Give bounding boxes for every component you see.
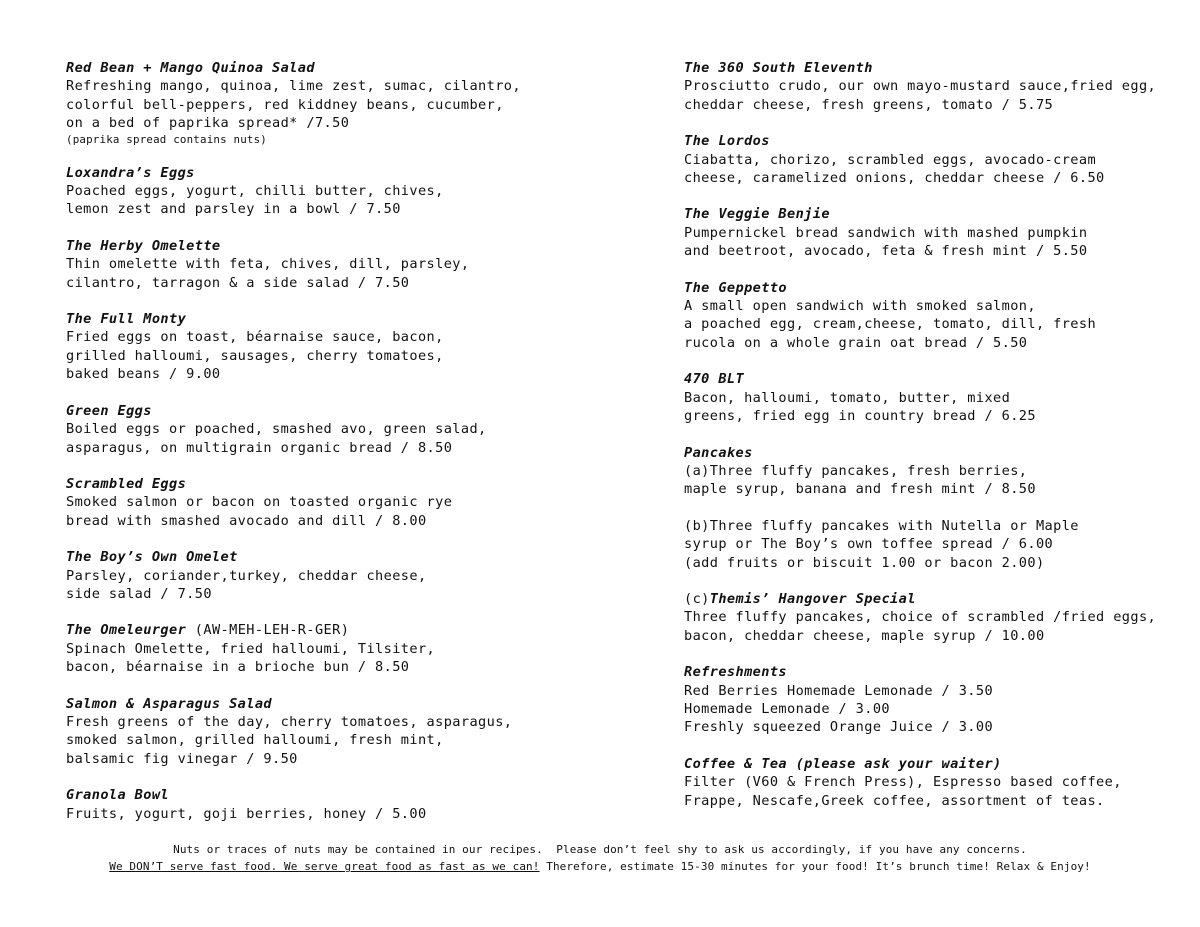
- menu-item-title: [684, 279, 1184, 297]
- menu-item-coffee-tea-please-ask-your-waiter: [684, 755, 1184, 810]
- menu-item-name: The Veggie Benjie: [684, 206, 830, 223]
- menu-item-title: [684, 444, 1184, 462]
- menu-item-title: [684, 132, 1184, 150]
- menu-item-470-blt: [684, 370, 1184, 425]
- menu-left-column: [66, 59, 646, 841]
- menu-item-description-line: baked beans / 9.00: [66, 366, 221, 383]
- menu-item-name: Salmon & Asparagus Salad: [66, 695, 273, 712]
- menu-item-the-boys-own-omelet: [66, 548, 646, 603]
- menu-item-description-line: Refreshing mango, quinoa, lime zest, sumac, cilantro,: [66, 78, 521, 95]
- menu-item-title: [66, 402, 646, 420]
- menu-item-title: [66, 475, 646, 493]
- menu-item-name: Green Eggs: [66, 402, 152, 419]
- menu-item-refreshments: [684, 663, 1184, 737]
- menu-item-description-line: Poached eggs, yogurt, chilli butter, chives,: [66, 183, 444, 200]
- menu-item-title: [684, 663, 1184, 681]
- menu-item-description-line: Smoked salmon or bacon on toasted organic rye: [66, 494, 453, 511]
- menu-item-pancakes: [684, 444, 1184, 646]
- menu-item-description-line: syrup or The Boy’s own toffee spread / 6.00: [684, 536, 1054, 553]
- menu-item-name: Scrambled Eggs: [66, 475, 187, 492]
- menu-item-title: [684, 205, 1184, 223]
- menu-item-title: [684, 59, 1184, 77]
- menu-item-spacer: [684, 572, 1184, 590]
- menu-item-description-line: maple syrup, banana and fresh mint / 8.50: [684, 481, 1036, 498]
- menu-item-the-veggie-benjie: [684, 205, 1184, 260]
- menu-item-red-bean-mango-quinoa-salad: [66, 59, 646, 146]
- menu-item-option-name: Themis’ Hangover Special: [709, 590, 916, 607]
- menu-item-description-line: greens, fried egg in country bread / 6.25: [684, 408, 1036, 425]
- menu-item-description-line: balsamic fig vinegar / 9.50: [66, 750, 298, 767]
- menu-item-description-line: bacon, béarnaise in a brioche bun / 8.50: [66, 659, 410, 676]
- menu-item-title: [684, 755, 1184, 773]
- footer-wait-time-note: Therefore, estimate 15-30 minutes for your food! It’s brunch time! Relax & Enjoy!: [539, 860, 1091, 873]
- menu-item-description-line: Parsley, coriander,turkey, cheddar cheese,: [66, 567, 427, 584]
- menu-item-description-line: (a)Three fluffy pancakes, fresh berries,: [684, 462, 1028, 479]
- menu-item-name: Coffee & Tea (please ask your waiter): [684, 755, 1002, 772]
- menu-item-spacer: [684, 499, 1184, 517]
- menu-item-title: [66, 310, 646, 328]
- menu-item-name: The Full Monty: [66, 311, 187, 328]
- menu-item-description-line: a poached egg, cream,cheese, tomato, dill, fresh: [684, 316, 1097, 333]
- menu-item-name: Pancakes: [684, 444, 753, 461]
- menu-item-description-line: Pumpernickel bread sandwich with mashed pumpkin: [684, 224, 1088, 241]
- menu-item-description-line: Spinach Omelette, fried halloumi, Tilsiter,: [66, 640, 436, 657]
- footer-service-notice: [0, 858, 1200, 875]
- menu-item-description-line: Red Berries Homemade Lemonade / 3.50: [684, 682, 994, 699]
- menu-item-title: [66, 59, 646, 77]
- menu-item-name: The Geppetto: [684, 279, 788, 296]
- menu-item-description-line: Homemade Lemonade / 3.00: [684, 700, 891, 717]
- menu-item-description-line: Filter (V60 & French Press), Espresso based coffee,: [684, 774, 1122, 791]
- menu-item-title: [66, 695, 646, 713]
- menu-item-description-line: Three fluffy pancakes, choice of scrambled /fried eggs,: [684, 609, 1157, 626]
- footer-fast-food-tagline: We DON’T serve fast food. We serve great food as fast as we can!: [109, 860, 540, 873]
- menu-item-name: Loxandra’s Eggs: [66, 164, 195, 181]
- menu-item-pronunciation: (AW-MEH-LEH-R-GER): [186, 622, 350, 639]
- menu-item-description-line: cheese, caramelized onions, cheddar cheese / 6.50: [684, 170, 1105, 187]
- menu-item-name: Granola Bowl: [66, 787, 170, 804]
- menu-item-the-full-monty: [66, 310, 646, 384]
- menu-item-name: The Boy’s Own Omelet: [66, 549, 238, 566]
- menu-item-description-line: Boiled eggs or poached, smashed avo, green salad,: [66, 421, 487, 438]
- menu-item-description-line: Fried eggs on toast, béarnaise sauce, bacon,: [66, 329, 444, 346]
- menu-item-description-line: lemon zest and parsley in a bowl / 7.50: [66, 201, 401, 218]
- menu-item-name: 470 BLT: [684, 371, 745, 388]
- menu-right-column: [684, 59, 1184, 828]
- menu-item-the-360-south-eleventh: [684, 59, 1184, 114]
- menu-item-description-line: bread with smashed avocado and dill / 8.00: [66, 512, 427, 529]
- menu-item-description-line: Freshly squeezed Orange Juice / 3.00: [684, 719, 994, 736]
- menu-item-name: The 360 South Eleventh: [684, 60, 873, 76]
- menu-item-green-eggs: [66, 402, 646, 457]
- menu-item-description-line: [684, 590, 1184, 608]
- menu-item-title: [684, 370, 1184, 388]
- menu-item-loxandras-eggs: [66, 164, 646, 219]
- menu-item-title: [66, 237, 646, 255]
- menu-item-title: [66, 164, 646, 182]
- menu-item-scrambled-eggs: [66, 475, 646, 530]
- menu-item-description-line: Thin omelette with feta, chives, dill, parsley,: [66, 256, 470, 273]
- menu-item-the-herby-omelette: [66, 237, 646, 292]
- menu-item-description-line: asparagus, on multigrain organic bread / 8.50: [66, 439, 453, 456]
- menu-item-description-line: Bacon, halloumi, tomato, butter, mixed: [684, 389, 1011, 406]
- menu-item-description-line: Frappe, Nescafe,Greek coffee, assortment of teas.: [684, 792, 1105, 809]
- menu-item-description-line: A small open sandwich with smoked salmon,: [684, 298, 1036, 315]
- menu-item-description-line: on a bed of paprika spread* /7.50: [66, 115, 350, 132]
- menu-item-description-line: (b)Three fluffy pancakes with Nutella or Maple: [684, 517, 1079, 534]
- menu-item-title: [66, 548, 646, 566]
- menu-item-name: The Lordos: [684, 133, 770, 150]
- menu-item-the-geppetto: [684, 279, 1184, 353]
- menu-item-description-line: bacon, cheddar cheese, maple syrup / 10.00: [684, 627, 1045, 644]
- menu-item-description-line: smoked salmon, grilled halloumi, fresh mint,: [66, 732, 444, 749]
- menu-item-name: The Herby Omelette: [66, 237, 221, 254]
- menu-item-description-line: Fruits, yogurt, goji berries, honey / 5.00: [66, 805, 427, 822]
- menu-item-description-line: grilled halloumi, sausages, cherry tomatoes,: [66, 347, 444, 364]
- menu-item-title: [66, 621, 646, 639]
- menu-item-description-line: (add fruits or biscuit 1.00 or bacon 2.00): [684, 554, 1045, 571]
- menu-item-allergen-note: (paprika spread contains nuts): [66, 132, 268, 146]
- menu-item-title: [66, 786, 646, 804]
- menu-item-description-line: Ciabatta, chorizo, scrambled eggs, avocado-cream: [684, 151, 1097, 168]
- menu-item-name: The Omeleurger: [66, 622, 187, 639]
- menu-footer: [0, 841, 1200, 875]
- menu-item-salmon-asparagus-salad: [66, 695, 646, 769]
- menu-item-description-line: Prosciutto crudo, our own mayo-mustard sauce,fried egg,: [684, 78, 1157, 95]
- menu-item-description-line: and beetroot, avocado, feta & fresh mint / 5.50: [684, 243, 1088, 260]
- menu-item-description-line: rucola on a whole grain oat bread / 5.50: [684, 334, 1028, 351]
- menu-item-the-omeleurger: [66, 621, 646, 676]
- menu-item-description-line: cheddar cheese, fresh greens, tomato / 5.75: [684, 96, 1054, 113]
- menu-item-name: Refreshments: [684, 664, 788, 681]
- menu-item-description-line: side salad / 7.50: [66, 585, 212, 602]
- menu-item-name: Red Bean + Mango Quinoa Salad: [66, 60, 315, 76]
- menu-item-description-line: Fresh greens of the day, cherry tomatoes, asparagus,: [66, 713, 513, 730]
- menu-item-description-line: colorful bell-peppers, red kiddney beans, cucumber,: [66, 96, 504, 113]
- menu-item-granola-bowl: [66, 786, 646, 823]
- menu-item-option-label: (c): [684, 590, 710, 607]
- menu-item-the-lordos: [684, 132, 1184, 187]
- footer-nuts-notice: Nuts or traces of nuts may be contained in our recipes. Please don’t feel shy to ask us accordingly, if you have any concerns.: [173, 843, 1027, 856]
- menu-item-description-line: cilantro, tarragon & a side salad / 7.50: [66, 274, 410, 291]
